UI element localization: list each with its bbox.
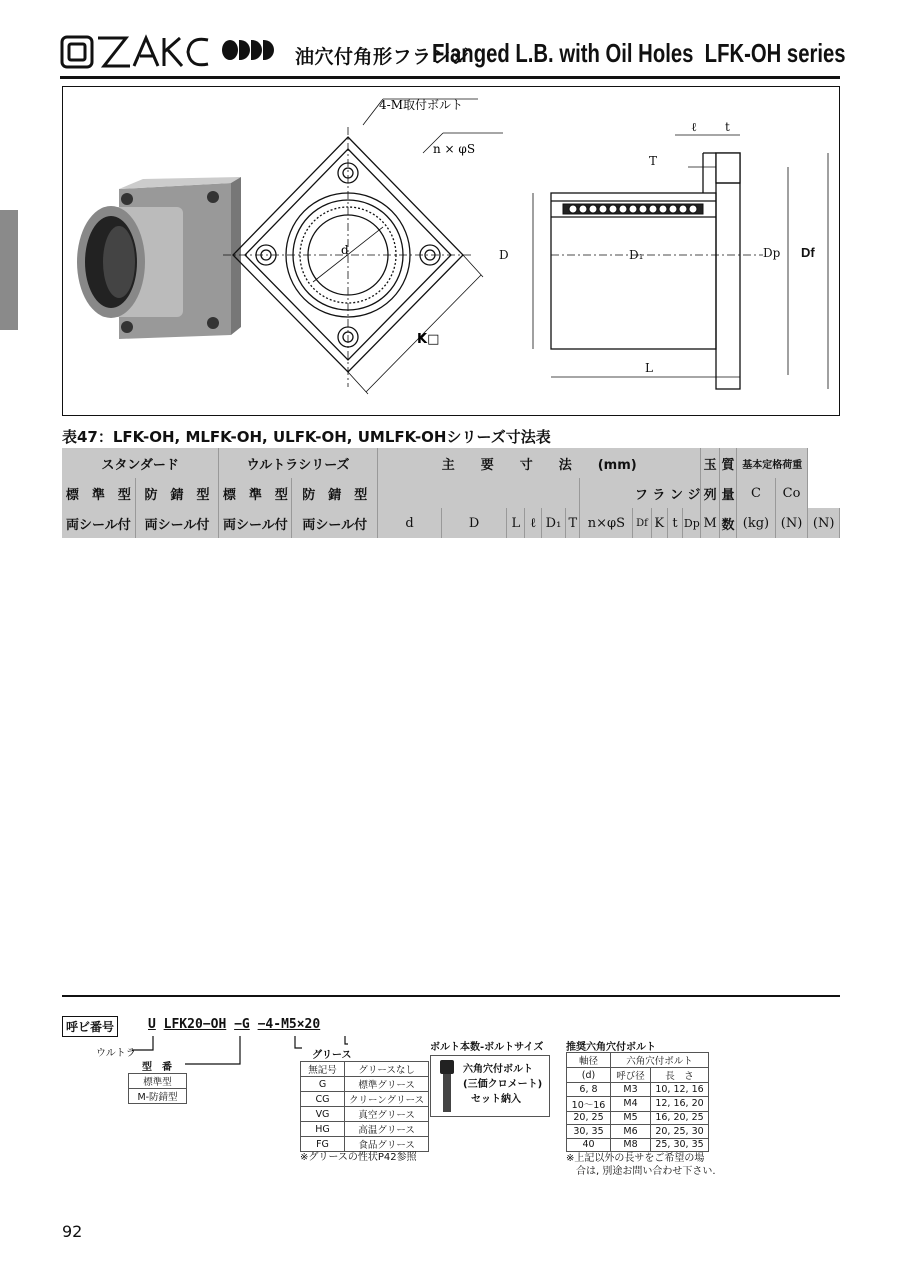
rec-h-bolt: 六角穴付ボルト bbox=[611, 1053, 709, 1068]
ozak-logo bbox=[60, 34, 210, 70]
type-label: 型 番 bbox=[142, 1062, 172, 1073]
hdr-kg: (kg) bbox=[737, 508, 776, 538]
hdr-seal-1: 両シール付 bbox=[62, 508, 135, 538]
rec-cell: 12, 16, 20 bbox=[651, 1096, 709, 1111]
code-g: −G bbox=[234, 1017, 250, 1032]
dim-K: K□ bbox=[417, 332, 440, 347]
hdr-D1: D₁ bbox=[541, 508, 565, 538]
order-code bbox=[148, 1017, 320, 1032]
dim-L: L bbox=[645, 361, 653, 375]
grease-code: FG bbox=[301, 1137, 345, 1152]
rec-note-1: ※上記以外の長サをご希望の場 bbox=[566, 1153, 705, 1164]
rec-cell: M3 bbox=[611, 1083, 651, 1097]
hdr-ultra: ウルトラシリーズ bbox=[219, 448, 378, 478]
grease-code: HG bbox=[301, 1122, 345, 1137]
rec-cell: 30, 35 bbox=[567, 1125, 611, 1139]
rec-h-length: 長 さ bbox=[651, 1068, 709, 1083]
hole-label: n × φS bbox=[433, 142, 476, 156]
grease-head-none: グリースなし bbox=[345, 1062, 429, 1077]
bolt-label: 4-M取付ボルト bbox=[379, 98, 463, 112]
hdr-standard: スタンダード bbox=[62, 448, 219, 478]
hdr-CoN: (N) bbox=[808, 508, 840, 538]
hdr-mass: 質 bbox=[719, 448, 736, 478]
header-rule bbox=[60, 76, 840, 79]
rec-cell: 6, 8 bbox=[567, 1083, 611, 1097]
rec-h-shaft: 軸径 bbox=[567, 1053, 611, 1068]
bolt-box bbox=[430, 1055, 550, 1117]
hdr-seal-3: 両シール付 bbox=[219, 508, 292, 538]
rec-note-2: 合は, 別途お問い合わせ下さい. bbox=[576, 1166, 716, 1177]
grease-note: ※グリースの性状P42参照 bbox=[300, 1152, 417, 1163]
grease-head-code: 無記号 bbox=[301, 1062, 345, 1077]
hdr-C: C bbox=[737, 478, 776, 508]
hdr-std-type: 標 準 型 bbox=[62, 478, 135, 508]
bolt-count-label: ボルト本数-ボルトサイズ bbox=[430, 1042, 544, 1053]
bolt-desc-3: セット納入 bbox=[471, 1094, 521, 1105]
hdr-Co: Co bbox=[775, 478, 808, 508]
hdr-L: L bbox=[507, 508, 525, 538]
hdr-K: K bbox=[651, 508, 667, 538]
hdr-Dp: Dp bbox=[683, 508, 701, 538]
hdr-flange: フ ラ ン ジ bbox=[580, 478, 701, 508]
hdr-load: 基本定格荷重 bbox=[737, 448, 808, 478]
rec-bolt-table bbox=[566, 1052, 709, 1152]
rec-cell: M5 bbox=[611, 1111, 651, 1125]
hdr-d: d bbox=[377, 508, 441, 538]
rec-cell: 20, 25 bbox=[567, 1111, 611, 1125]
hdr-ball: 玉 bbox=[701, 448, 719, 478]
hdr-l: ℓ bbox=[525, 508, 541, 538]
dim-d: d bbox=[341, 243, 349, 257]
rec-cell: 40 bbox=[567, 1138, 611, 1152]
code-u: U bbox=[148, 1017, 156, 1032]
hdr-num: 数 bbox=[719, 508, 736, 538]
hdr-M: M bbox=[701, 508, 719, 538]
hdr-seal-4: 両シール付 bbox=[292, 508, 377, 538]
type-standard: 標準型 bbox=[129, 1074, 187, 1089]
grease-desc: 食品グリース bbox=[345, 1137, 429, 1152]
code-bolt: −4-M5×20 bbox=[257, 1017, 321, 1032]
title-english bbox=[432, 38, 846, 69]
bearing-dots bbox=[222, 40, 271, 64]
grease-code: CG bbox=[301, 1092, 345, 1107]
code-main: LFK20−OH bbox=[163, 1017, 227, 1032]
hdr-rows: 列 bbox=[701, 478, 719, 508]
hdr-main-dims: 主 要 寸 法 (mm) bbox=[377, 448, 701, 478]
bolt-desc-1: 六角穴付ボルト bbox=[463, 1064, 533, 1075]
dimension-table bbox=[62, 448, 840, 538]
hdr-t: t bbox=[667, 508, 682, 538]
rec-h-nominal: 呼び径 bbox=[611, 1068, 651, 1083]
side-view bbox=[533, 135, 828, 389]
type-options bbox=[128, 1073, 187, 1104]
product-figure bbox=[62, 86, 840, 416]
rec-note bbox=[566, 1152, 716, 1178]
rec-cell: M6 bbox=[611, 1125, 651, 1139]
rec-h-d: (d) bbox=[567, 1068, 611, 1083]
bolt-desc-2: (三価クロメート) bbox=[463, 1079, 543, 1090]
title-series: LFK-OH series bbox=[704, 38, 846, 68]
product-photo bbox=[77, 177, 241, 339]
page-header bbox=[60, 32, 846, 78]
technical-drawing bbox=[63, 87, 838, 414]
grease-code: VG bbox=[301, 1107, 345, 1122]
grease-label: グリース bbox=[312, 1050, 352, 1061]
hdr-seal-2: 両シール付 bbox=[135, 508, 218, 538]
hdr-mass-2: 量 bbox=[719, 478, 736, 508]
hdr-T: T bbox=[566, 508, 580, 538]
title-japanese: 油穴付角形フランジ bbox=[295, 46, 471, 68]
rec-cell: 25, 30, 35 bbox=[651, 1138, 709, 1152]
rec-cell: 10, 12, 16 bbox=[651, 1083, 709, 1097]
hdr-std-type-2: 標 準 型 bbox=[219, 478, 292, 508]
hex-bolt-icon bbox=[437, 1060, 457, 1114]
rec-cell: 16, 20, 25 bbox=[651, 1111, 709, 1125]
grease-desc: 真空グリース bbox=[345, 1107, 429, 1122]
grease-desc: クリーングリース bbox=[345, 1092, 429, 1107]
dim-D1: D₁ bbox=[629, 248, 644, 262]
rec-cell: 10～16 bbox=[567, 1096, 611, 1111]
grease-desc: 高温グリース bbox=[345, 1122, 429, 1137]
dim-D: D bbox=[499, 248, 509, 262]
rec-cell: M4 bbox=[611, 1096, 651, 1111]
dim-l: ℓ bbox=[691, 120, 697, 134]
dim-Df: Df bbox=[801, 245, 815, 260]
hdr-nS: n×φS bbox=[580, 508, 633, 538]
title-en-text: Flanged L.B. with Oil Holes bbox=[432, 38, 694, 68]
grease-code: G bbox=[301, 1077, 345, 1092]
dim-T: T bbox=[649, 154, 658, 168]
table-bottom-rule bbox=[62, 995, 840, 997]
rec-cell: M8 bbox=[611, 1138, 651, 1152]
hdr-CN: (N) bbox=[775, 508, 808, 538]
hdr-Df: Df bbox=[633, 508, 651, 538]
hdr-rust-type: 防 錆 型 bbox=[135, 478, 218, 508]
ultra-label: ウルトラ bbox=[96, 1048, 136, 1059]
type-rust: M-防錆型 bbox=[129, 1089, 187, 1104]
hdr-D: D bbox=[442, 508, 507, 538]
side-tab bbox=[0, 210, 18, 330]
ball-row bbox=[563, 204, 703, 214]
rec-bolt-title: 推奨六角穴付ボルト bbox=[566, 1042, 656, 1053]
table-caption: 表47：LFK-OH, MLFK-OH, ULFK-OH, UMLFK-OHシリーズ寸法表 bbox=[62, 428, 551, 446]
grease-desc: 標準グリース bbox=[345, 1077, 429, 1092]
dim-Dp: Dp bbox=[763, 246, 781, 260]
dim-t: t bbox=[725, 120, 730, 134]
page-number: 92 bbox=[62, 1222, 83, 1241]
grease-table bbox=[300, 1061, 429, 1152]
rec-cell: 20, 25, 30 bbox=[651, 1125, 709, 1139]
order-label-box: 呼ビ番号 bbox=[62, 1016, 118, 1037]
hdr-rust-type-2: 防 錆 型 bbox=[292, 478, 377, 508]
